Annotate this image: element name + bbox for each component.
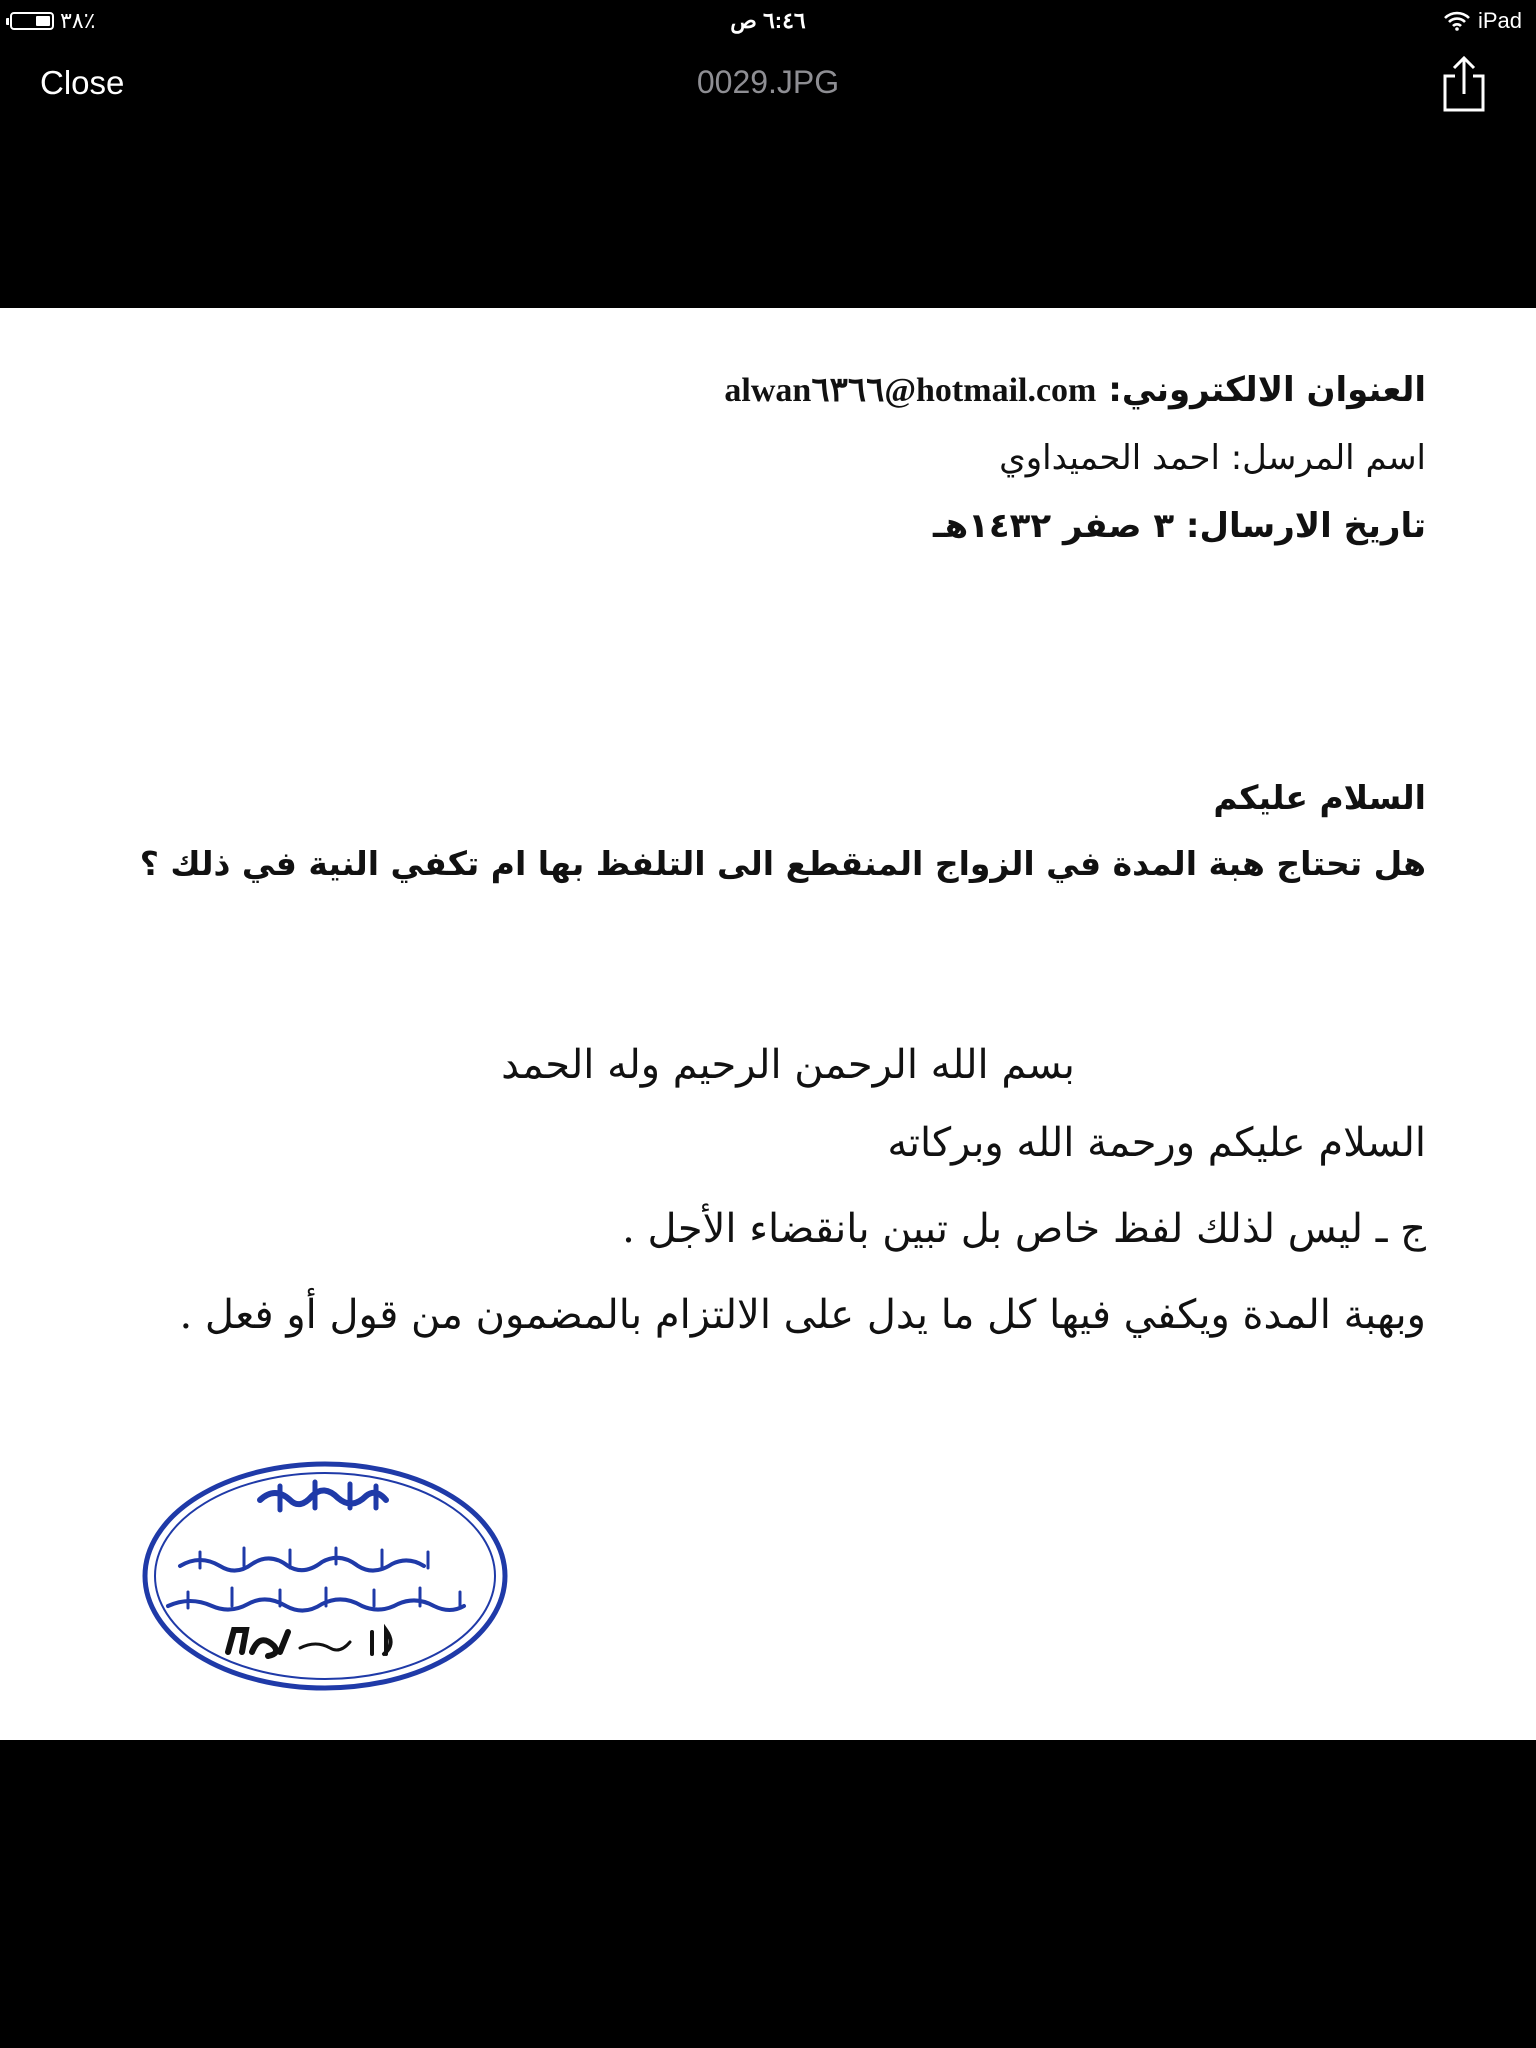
date-line: تاريخ الارسال: ٣ صفر ١٤٣٢هـ (932, 506, 1426, 546)
carrier-label: iPad (1477, 8, 1522, 33)
reply-greeting-line: السلام عليكم ورحمة الله وبركاته (887, 1120, 1426, 1166)
battery-percent: ٣٨٪ (60, 8, 96, 33)
carrier-indicator (1444, 8, 1522, 34)
navigation-bar (0, 44, 1536, 124)
question-line: هل تحتاج هبة المدة في الزواج المنقطع الى التلفظ بها ام تكفي النية في ذلك ؟ (139, 844, 1426, 883)
viewer-bottom-area (0, 1740, 1536, 2048)
email-value: alwan٦٣٦٦@hotmail.com (724, 372, 1097, 409)
status-time: ٦:٤٦ ص (730, 8, 806, 33)
email-line (724, 370, 1426, 410)
wifi-icon (1444, 11, 1470, 31)
answer-line-1: ج ـ ليس لذلك لفظ خاص بل تبين بانقضاء الأجل . (622, 1206, 1426, 1252)
status-bar (0, 0, 1536, 44)
answer-line-2: وبهبة المدة ويكفي فيها كل ما يدل على الالتزام بالمضمون من قول أو فعل . (179, 1292, 1426, 1338)
close-button[interactable]: Close (40, 64, 125, 101)
basmala-line: بسم الله الرحمن الرحيم وله الحمد (501, 1042, 1075, 1088)
share-icon[interactable] (1436, 54, 1492, 114)
greeting-line: السلام عليكم (1213, 778, 1426, 817)
document-image (0, 308, 1536, 1740)
file-title: 0029.JPG (696, 64, 840, 100)
email-label: العنوان الالكتروني: (1108, 370, 1426, 410)
official-stamp (140, 1456, 510, 1696)
sender-line: اسم المرسل: احمد الحميداوي (999, 438, 1426, 478)
